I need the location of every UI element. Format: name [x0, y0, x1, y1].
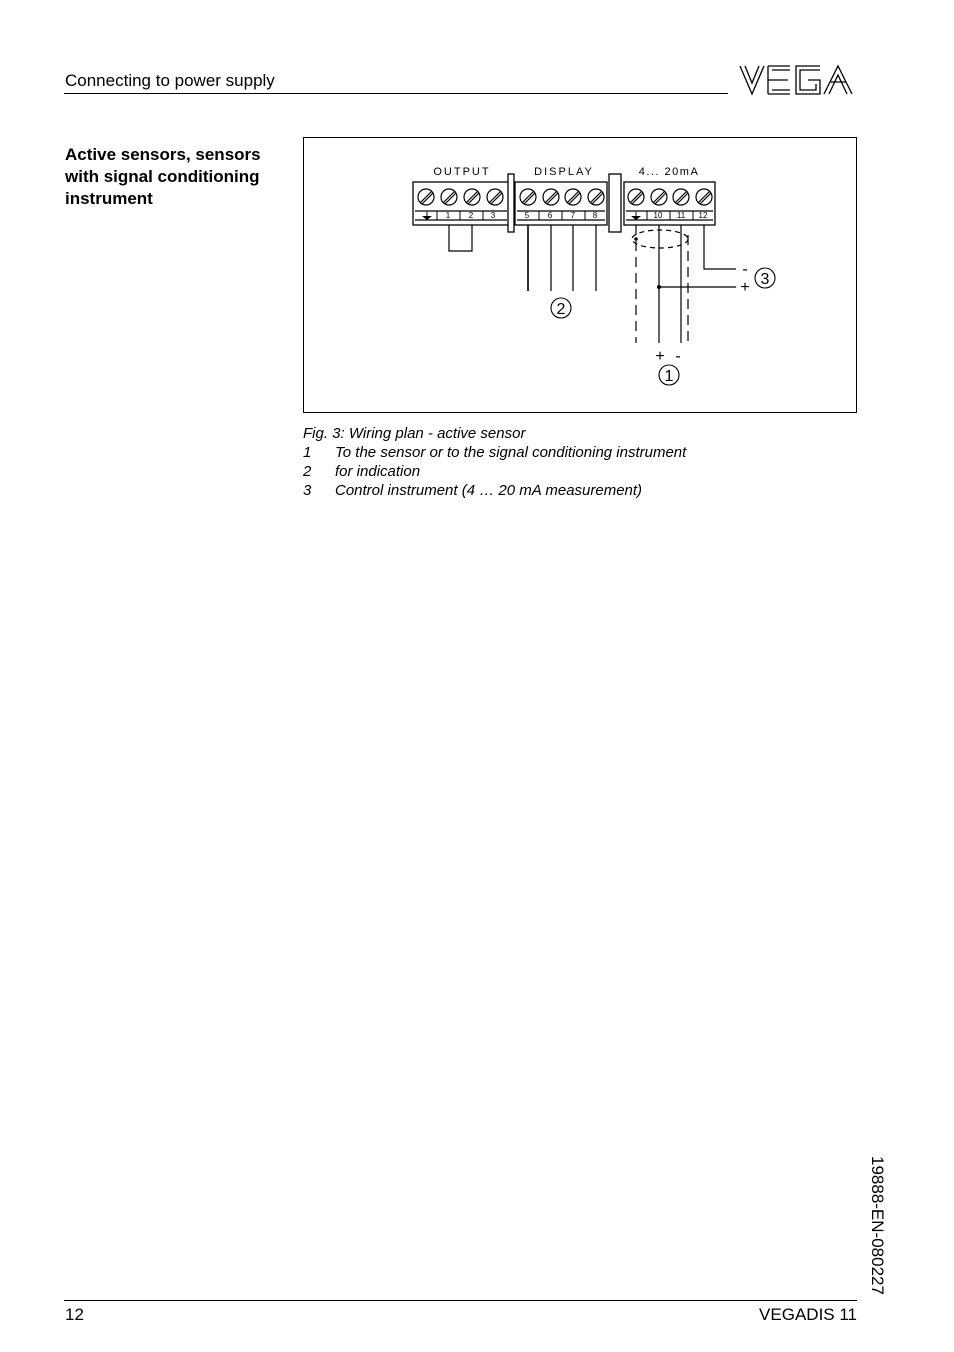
terminal-number: 5	[524, 211, 530, 220]
caption-item	[303, 481, 686, 500]
terminal-number: 7	[570, 211, 576, 220]
terminal-number: 10	[653, 211, 663, 220]
wiring-diagram-figure	[303, 137, 857, 413]
footer-rule	[64, 1300, 857, 1301]
callout-number: 3	[760, 271, 770, 288]
wiring-diagram	[304, 138, 856, 412]
terminal-number: 1	[445, 211, 451, 220]
caption-title: Fig. 3: Wiring plan - active sensor	[303, 425, 526, 442]
caption-item-text: Control instrument (4 … 20 mA measurement)	[335, 482, 643, 499]
header-rule	[64, 93, 728, 94]
caption-item-number: 3	[303, 482, 312, 499]
callout-number: 2	[556, 301, 566, 318]
terminal-number: 6	[547, 211, 553, 220]
section-heading: Active sensors, sensors with signal conditioning instrument	[65, 145, 261, 208]
caption-item-text: To the sensor or to the signal conditioning instrument	[335, 444, 687, 461]
terminal-number: 11	[676, 211, 686, 220]
product-name: VEGADIS 11	[759, 1305, 857, 1324]
terminal-screws	[418, 189, 712, 205]
output-bridge	[449, 225, 472, 251]
plus-sign: +	[655, 348, 665, 365]
section-title: Connecting to power supply	[65, 71, 275, 90]
plus-sign: +	[740, 279, 750, 296]
figure-caption	[303, 424, 686, 500]
caption-item	[303, 462, 686, 481]
minus-sign: -	[675, 348, 681, 365]
terminal-number: 3	[490, 211, 496, 220]
group-label-current: 4... 20mA	[638, 166, 700, 178]
caption-item-text: for indication	[335, 463, 421, 480]
vega-logo	[738, 62, 858, 98]
minus-sign: -	[742, 261, 748, 278]
caption-item-number: 2	[303, 463, 312, 480]
caption-item	[303, 443, 686, 462]
terminal-number: 12	[698, 211, 708, 220]
group-label-output: OUTPUT	[433, 166, 491, 178]
group-label-display: DISPLAY	[534, 166, 594, 178]
page-number: 12	[65, 1305, 84, 1324]
caption-item-number: 1	[303, 444, 312, 461]
terminal-number: 8	[592, 211, 598, 220]
document-id: 19888-EN-080227	[868, 1156, 887, 1295]
callout-number: 1	[664, 368, 674, 385]
terminal-number: 2	[468, 211, 474, 220]
